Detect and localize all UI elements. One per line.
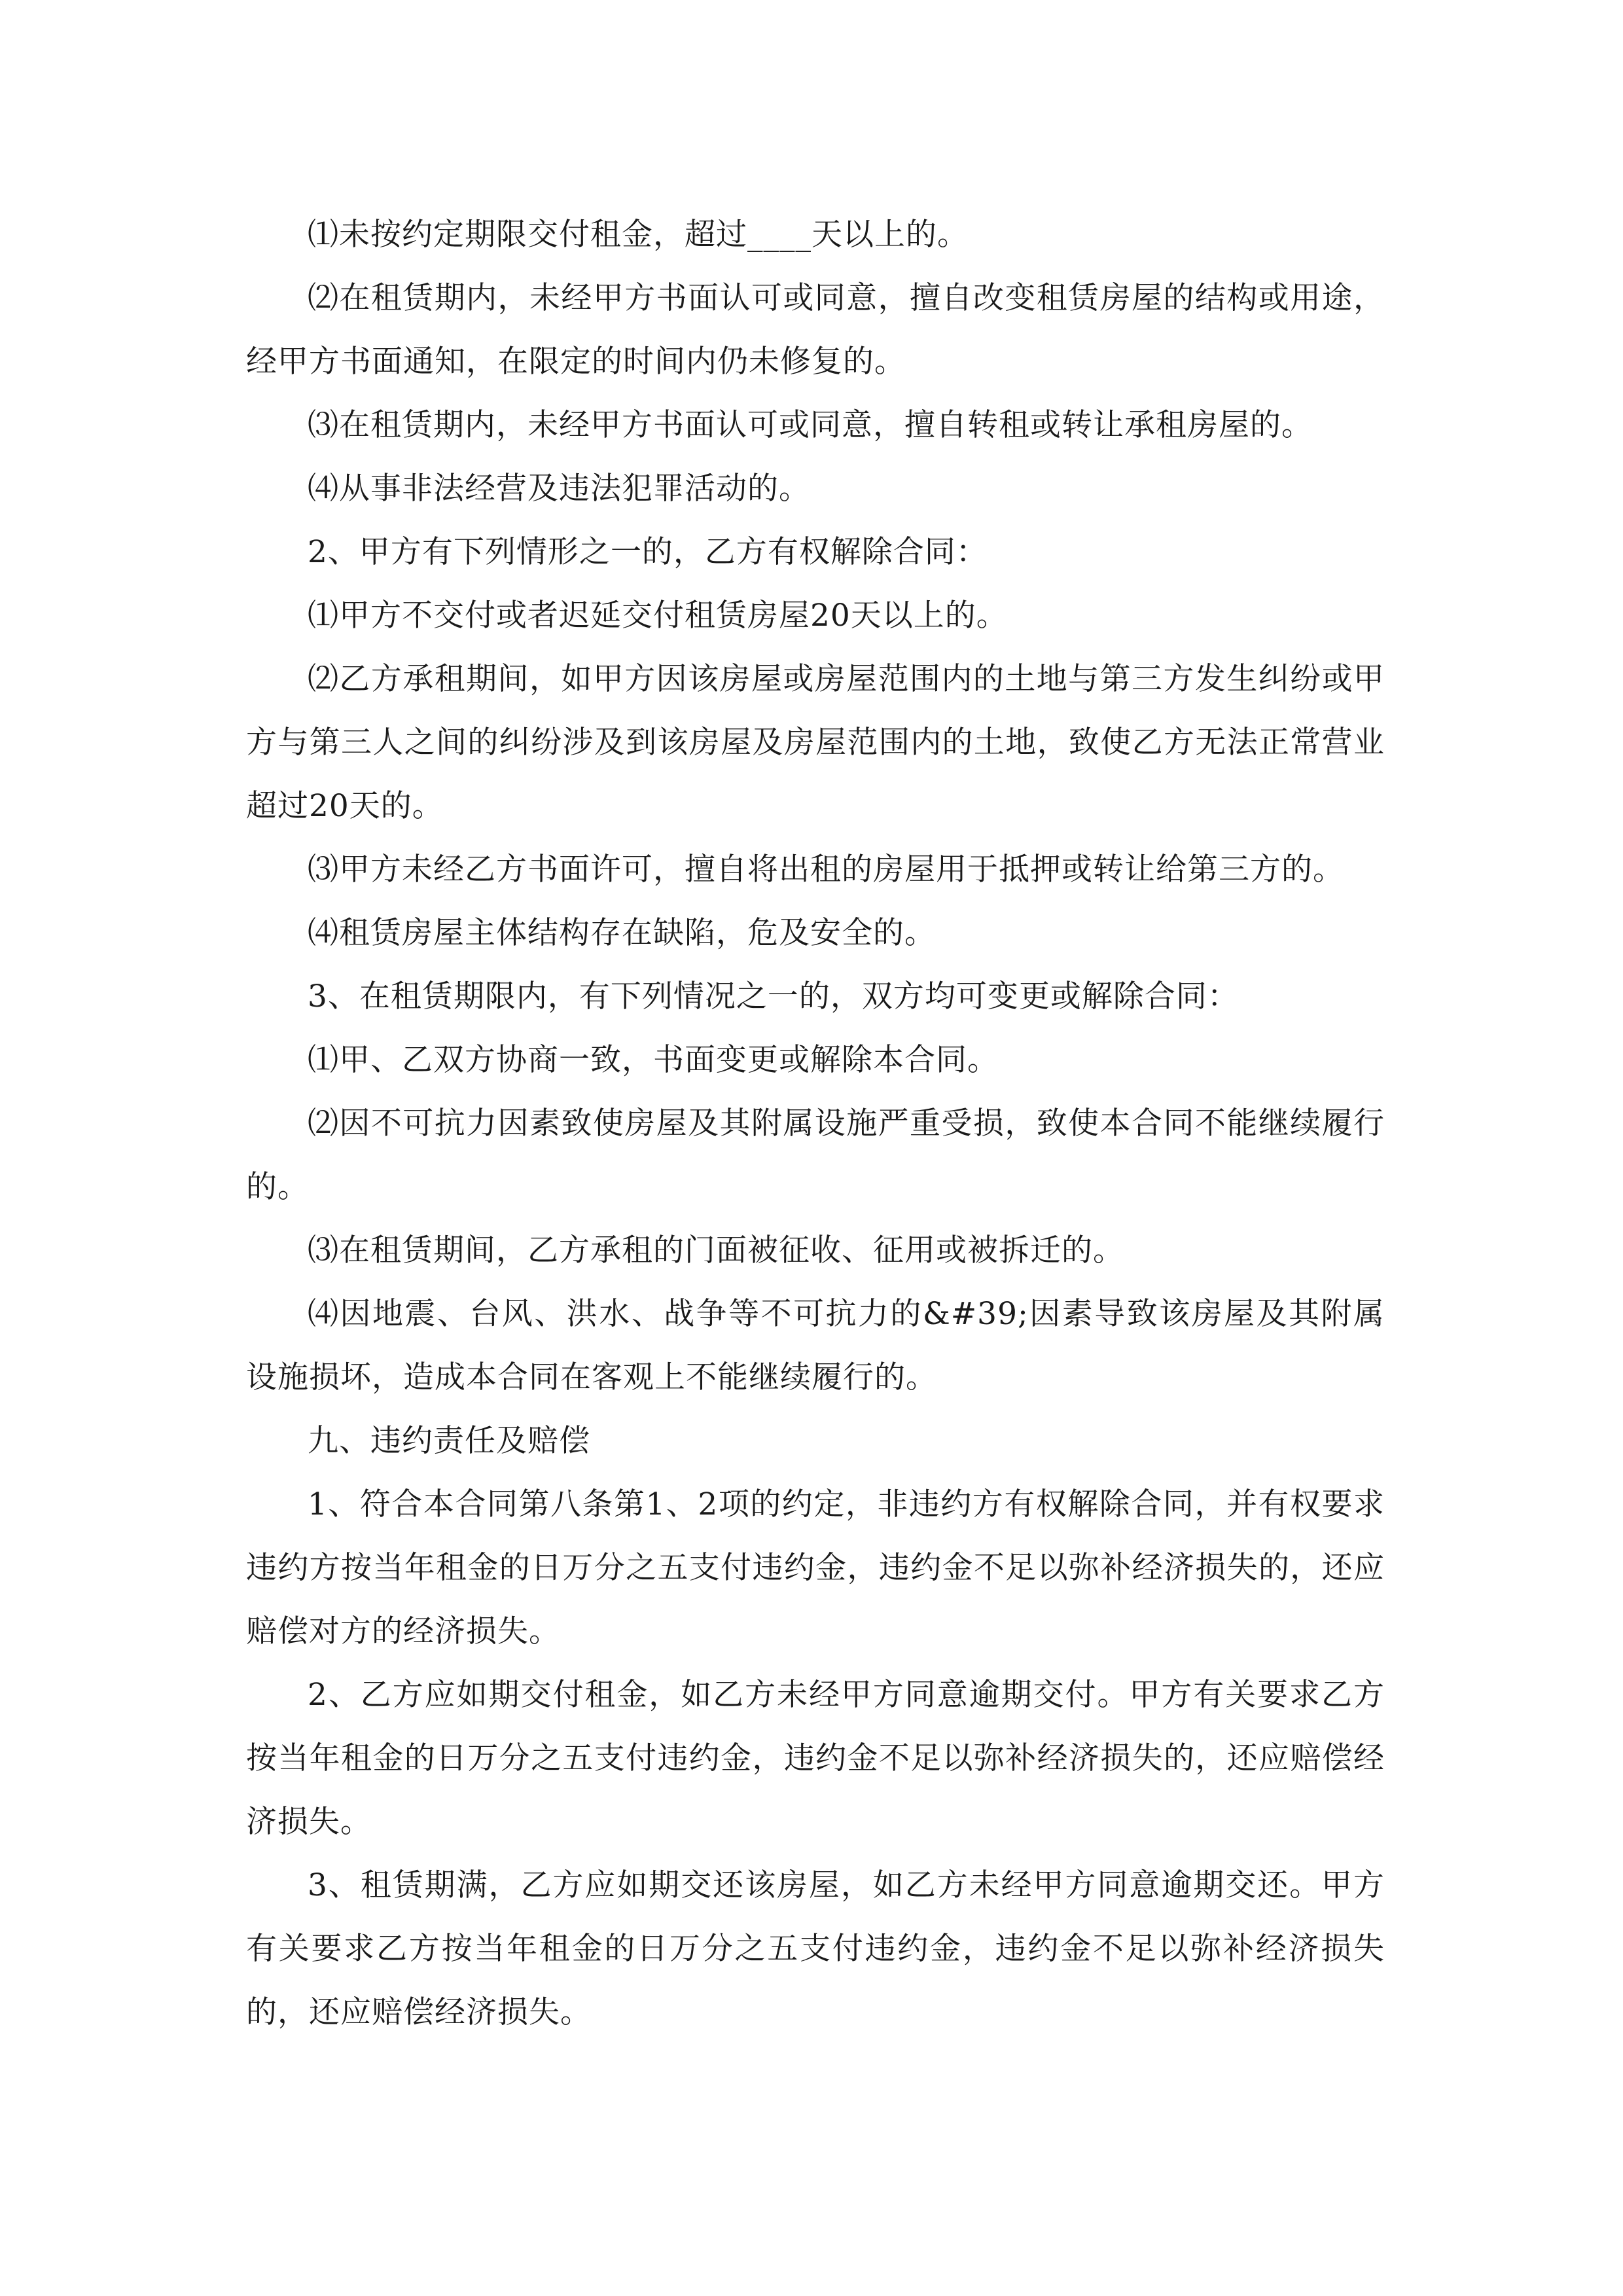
- paragraph-8-3-4: ⑷因地震、台风、洪水、战争等不可抗力的&#39;因素导致该房屋及其附属设施损坏，造成本合同在客观上不能继续履行的。: [246, 1296, 1385, 1395]
- paragraph-8-1-4: ⑷从事非法经营及违法犯罪活动的。: [308, 471, 810, 507]
- section-heading-9: 九、违约责任及赔偿: [308, 1423, 590, 1459]
- paragraph-8-1-1: ⑴未按约定期限交付租金，超过____天以上的。: [308, 217, 969, 253]
- paragraph-8-2-2: ⑵乙方承租期间，如甲方因该房屋或房屋范围内的土地与第三方发生纠纷或甲方与第三人之间的纠纷涉及到该房屋及房屋范围内的土地，致使乙方无法正常营业超过20天的。: [246, 661, 1385, 824]
- paragraph-8-2-4: ⑷租赁房屋主体结构存在缺陷，危及安全的。: [308, 915, 936, 951]
- paragraph-9-1: 1、符合本合同第八条第1、2项的约定，非违约方有权解除合同，并有权要求违约方按当年租金的日万分之五支付违约金，违约金不足以弥补经济损失的，还应赔偿对方的经济损失。: [246, 1486, 1385, 1649]
- paragraph-9-2: 2、乙方应如期交付租金，如乙方未经甲方同意逾期交付。甲方有关要求乙方按当年租金的日万分之五支付违约金，违约金不足以弥补经济损失的，还应赔偿经济损失。: [246, 1677, 1385, 1840]
- paragraph-8-1-2: ⑵在租赁期内，未经甲方书面认可或同意，擅自改变租赁房屋的结构或用途，经甲方书面通知，在限定的时间内仍未修复的。: [246, 280, 1385, 380]
- paragraph-8-2: 2、甲方有下列情形之一的，乙方有权解除合同：: [308, 534, 988, 570]
- paragraph-9-3: 3、租赁期满，乙方应如期交还该房屋，如乙方未经甲方同意逾期交还。甲方有关要求乙方按当年租金的日万分之五支付违约金，违约金不足以弥补经济损失的，还应赔偿经济损失。: [246, 1867, 1385, 2030]
- paragraph-8-1-3: ⑶在租赁期内，未经甲方书面认可或同意，擅自转租或转让承租房屋的。: [308, 407, 1313, 443]
- paragraph-8-3-3: ⑶在租赁期间，乙方承租的门面被征收、征用或被拆迁的。: [308, 1232, 1124, 1268]
- paragraph-8-3-1: ⑴甲、乙双方协商一致，书面变更或解除本合同。: [308, 1042, 999, 1078]
- paragraph-8-3-2: ⑵因不可抗力因素致使房屋及其附属设施严重受损，致使本合同不能继续履行的。: [246, 1105, 1385, 1205]
- paragraph-8-2-1: ⑴甲方不交付或者迟延交付租赁房屋20天以上的。: [308, 598, 1008, 634]
- document-body: [246, 203, 1385, 2044]
- paragraph-8-2-3: ⑶甲方未经乙方书面许可，擅自将出租的房屋用于抵押或转让给第三方的。: [308, 852, 1344, 888]
- paragraph-8-3: 3、在租赁期限内，有下列情况之一的，双方均可变更或解除合同：: [308, 978, 1239, 1014]
